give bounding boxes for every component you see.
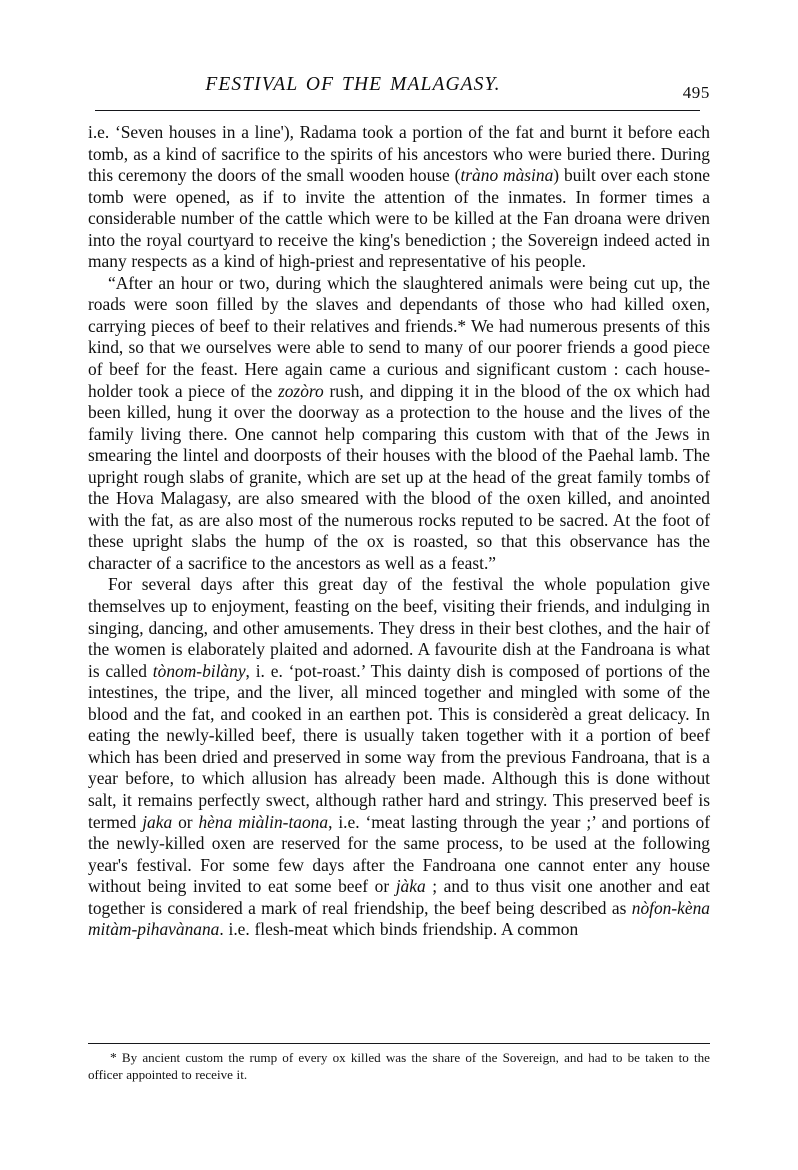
footnote-separator-rule xyxy=(88,1043,710,1044)
paragraph-3: For several days after this great day of the festival the whole population give themselves up to enjoyment, feasting on the beef, visiting their friends, and indulging in singing, dancing, and other amusements. They dress in their best clothes, and the hair of the women is elaborately plaited and adorned. A favourite dish at the Fandroana is what is called tònom-bilàny, i. e. ‘pot-roast.’ This dainty dish is composed of portions of the intestines, the tripe, and the liver, all minced together and mingled with some of the blood and the fat, and cooked in an earthen pot. This is considerèd a great delicacy. In eating the newly-killed beef, there is usually taken together with it a portion of beef which has been dried and preserved in some way from the previous Fandroana, that is a year before, to which allusion has already been made. Although this is done without salt, it remains perfectly swect, although rather hard and stringy. This preserved beef is termed jaka or hèna miàlin-taona, i.e. ‘meat lasting through the year ;’ and portions of the newly-killed oxen are reserved for the same process, to be used at the following year's festival. For some few days after the Fandroana one cannot enter any house without being invited to eat some beef or jàka ; and to thus visit one another and eat together is considered a mark of real friendship, the beef being described as nòfon-kèna mitàm-pihavànana. i.e. flesh-meat which binds friendship. A common xyxy=(88,574,711,940)
footnote-text: By ancient custom the rump of every ox killed was the share of the Sovereign, and had to be taken to the officer appointed to receive it. xyxy=(88,1050,710,1082)
running-head-title: FESTIVAL OF THE MALAGASY. xyxy=(205,74,501,95)
text-column xyxy=(88,122,710,941)
footnote-marker: * xyxy=(110,1050,117,1065)
page-number: 495 xyxy=(682,83,710,102)
footnote xyxy=(88,1049,710,1083)
paragraph-2: “After an hour or two, during which the slaughtered animals were being cut up, the roads were soon filled by the slaves and dependants of those who had killed oxen, carrying pieces of beef to their relatives and friends.* We had numerous presents of this kind, so that we ourselves were able to send to many of our poorer friends a good piece of beef for the feast. Here again came a curious and significant custom : cach house-holder took a piece of the zozòro rush, and dipping it in the blood of the ox which had been killed, hung it over the doorway as a protection to the house and the lives of the family living there. One cannot help comparing this custom with that of the Jews in smearing the lintel and doorposts of their houses with the blood of the Paehal lamb. The upright rough slabs of granite, which are set up at the head of the great family tombs of the Hova Malagasy, are also smeared with the blood of the oxen killed, and anointed with the fat, as are also most of the numerous rocks reputed to be sacred. At the foot of these upright slabs the hump of the ox is roasted, so that this observance has the character of a sacrifice to the ancestors as well as a feast.” xyxy=(88,272,710,573)
page-header xyxy=(88,74,710,114)
header-rule xyxy=(95,110,700,111)
paragraph-1: i.e. ‘Seven houses in a line'), Radama took a portion of the fat and burnt it before each tomb, as a kind of sacrifice to the spirits of his ancestors who were buried there. During this ceremony the doors of the small wooden house (tràno màsina) built over each stone tomb were opened, as if to invite the attention of the inmates. In former times a considerable number of the cattle which were to be killed at the Fan droana were driven into the royal courtyard to receive the king's benediction ; the Sovereign indeed acted in many respects as a kind of high-priest and representative of his people. xyxy=(88,122,710,272)
